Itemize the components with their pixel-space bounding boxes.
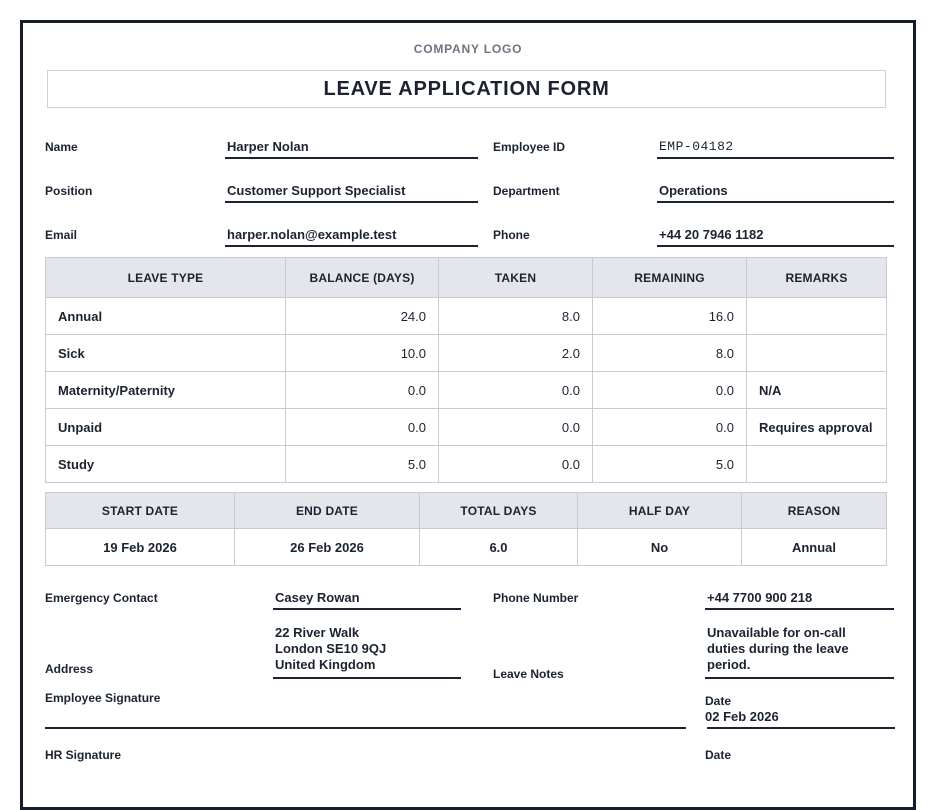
leave-request-table bbox=[45, 492, 887, 566]
taken-cell: 0.0 bbox=[439, 372, 593, 409]
leave-type-cell: Study bbox=[46, 446, 286, 483]
field-email bbox=[45, 223, 478, 247]
field-name bbox=[45, 135, 478, 159]
taken-cell: 0.0 bbox=[439, 409, 593, 446]
address-label: Address bbox=[45, 662, 94, 676]
reason-header: REASON bbox=[742, 493, 887, 529]
form-sheet bbox=[20, 20, 916, 810]
leave-type-header: LEAVE TYPE bbox=[46, 258, 286, 298]
balance-cell: 10.0 bbox=[286, 335, 439, 372]
employee-signature-line bbox=[45, 727, 686, 729]
table-row bbox=[46, 372, 887, 409]
address-line: 22 River Walk bbox=[275, 625, 360, 640]
address-value bbox=[273, 625, 461, 679]
hr-date-label: Date bbox=[705, 748, 732, 762]
employee-date-line bbox=[707, 727, 895, 729]
field-department bbox=[493, 179, 894, 203]
field-position bbox=[45, 179, 478, 203]
employee-id-label: Employee ID bbox=[493, 140, 566, 154]
balance-cell: 0.0 bbox=[286, 372, 439, 409]
leave-type-cell: Sick bbox=[46, 335, 286, 372]
position-value: Customer Support Specialist bbox=[225, 183, 478, 203]
name-label: Name bbox=[45, 140, 78, 154]
field-phone bbox=[493, 223, 894, 247]
end-date-cell: 26 Feb 2026 bbox=[235, 529, 420, 566]
remarks-cell bbox=[747, 335, 887, 372]
employee-id-value: EMP-04182 bbox=[657, 139, 894, 159]
hr-signature-label: HR Signature bbox=[45, 748, 122, 762]
request-table-header-row bbox=[46, 493, 887, 529]
employee-signature-label: Employee Signature bbox=[45, 691, 161, 705]
table-row bbox=[46, 409, 887, 446]
field-emergency-contact bbox=[45, 586, 478, 610]
remaining-cell: 8.0 bbox=[593, 335, 747, 372]
table-row bbox=[46, 446, 887, 483]
phone-label: Phone bbox=[493, 228, 530, 242]
half-day-cell: No bbox=[578, 529, 742, 566]
half-day-header: HALF DAY bbox=[578, 493, 742, 529]
remarks-cell bbox=[747, 446, 887, 483]
department-value: Operations bbox=[657, 183, 894, 203]
leave-notes-line: duties during the leave bbox=[707, 641, 849, 656]
leave-type-cell: Unpaid bbox=[46, 409, 286, 446]
end-date-header: END DATE bbox=[235, 493, 420, 529]
employee-date-value: 02 Feb 2026 bbox=[705, 709, 779, 724]
phone-value: +44 20 7946 1182 bbox=[657, 227, 894, 247]
emergency-contact-value: Casey Rowan bbox=[273, 590, 461, 610]
balance-cell: 0.0 bbox=[286, 409, 439, 446]
form-title: LEAVE APPLICATION FORM bbox=[323, 77, 610, 100]
table-row bbox=[46, 529, 887, 566]
taken-cell: 8.0 bbox=[439, 298, 593, 335]
reason-cell: Annual bbox=[742, 529, 887, 566]
leave-notes-label: Leave Notes bbox=[493, 667, 564, 681]
email-label: Email bbox=[45, 228, 78, 242]
table-row bbox=[46, 298, 887, 335]
remaining-cell: 0.0 bbox=[593, 372, 747, 409]
taken-cell: 2.0 bbox=[439, 335, 593, 372]
leave-notes-line: period. bbox=[707, 657, 751, 672]
leave-table-header-row bbox=[46, 258, 887, 298]
total-days-cell: 6.0 bbox=[420, 529, 578, 566]
form-title-box bbox=[47, 70, 886, 108]
leave-notes-line: Unavailable for on-call bbox=[707, 625, 846, 640]
leave-balance-table bbox=[45, 257, 887, 483]
remarks-cell: Requires approval bbox=[747, 409, 887, 446]
employee-date-label: Date bbox=[705, 694, 732, 708]
department-label: Department bbox=[493, 184, 560, 198]
emergency-contact-label: Emergency Contact bbox=[45, 591, 158, 605]
address-line: London SE10 9QJ bbox=[275, 641, 387, 656]
company-logo: COMPANY LOGO bbox=[413, 42, 523, 56]
leave-type-cell: Annual bbox=[46, 298, 286, 335]
address-line: United Kingdom bbox=[275, 657, 376, 672]
remaining-cell: 5.0 bbox=[593, 446, 747, 483]
taken-header: TAKEN bbox=[439, 258, 593, 298]
phone-number-label: Phone Number bbox=[493, 591, 579, 605]
total-days-header: TOTAL DAYS bbox=[420, 493, 578, 529]
name-value: Harper Nolan bbox=[225, 139, 478, 159]
field-employee-id bbox=[493, 135, 894, 159]
email-value: harper.nolan@example.test bbox=[225, 227, 478, 247]
remarks-cell: N/A bbox=[747, 372, 887, 409]
remaining-cell: 0.0 bbox=[593, 409, 747, 446]
phone-number-value: +44 7700 900 218 bbox=[705, 590, 894, 610]
position-label: Position bbox=[45, 184, 93, 198]
balance-cell: 24.0 bbox=[286, 298, 439, 335]
leave-type-cell: Maternity/Paternity bbox=[46, 372, 286, 409]
taken-cell: 0.0 bbox=[439, 446, 593, 483]
start-date-header: START DATE bbox=[46, 493, 235, 529]
remaining-header: REMAINING bbox=[593, 258, 747, 298]
remarks-header: REMARKS bbox=[747, 258, 887, 298]
table-row bbox=[46, 335, 887, 372]
balance-header: BALANCE (DAYS) bbox=[286, 258, 439, 298]
balance-cell: 5.0 bbox=[286, 446, 439, 483]
leave-notes-value bbox=[705, 625, 894, 679]
field-phone-number bbox=[493, 586, 894, 610]
remarks-cell bbox=[747, 298, 887, 335]
remaining-cell: 16.0 bbox=[593, 298, 747, 335]
start-date-cell: 19 Feb 2026 bbox=[46, 529, 235, 566]
